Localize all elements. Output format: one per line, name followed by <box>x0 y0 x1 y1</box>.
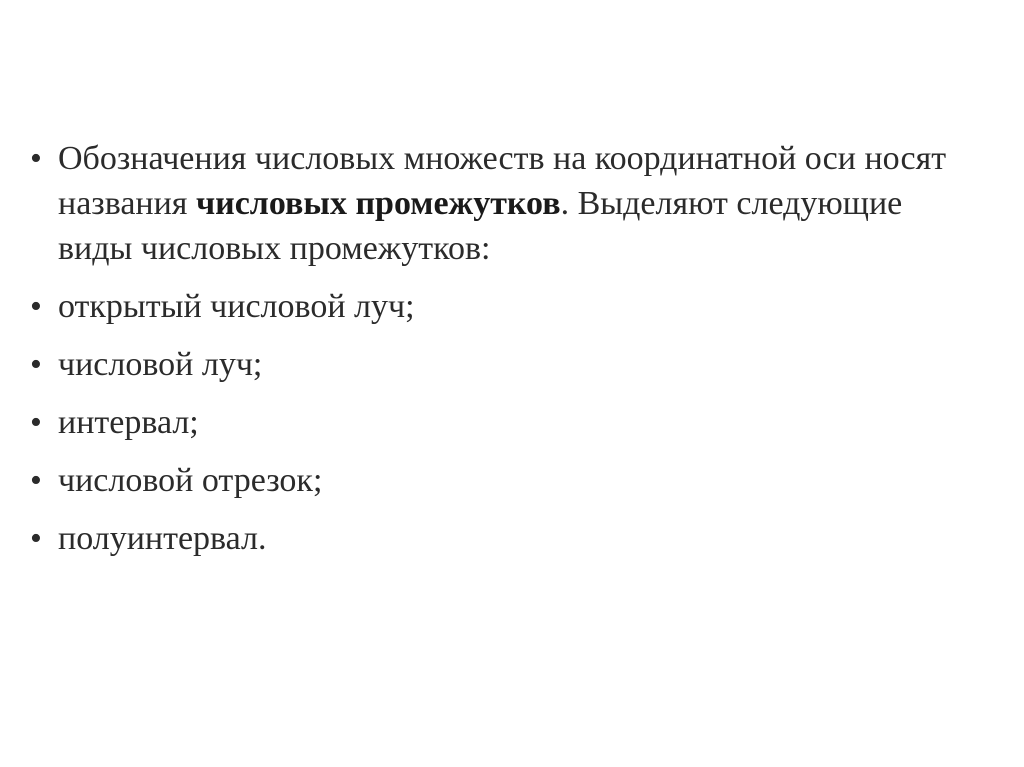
bullet-item-label: открытый числовой луч; <box>58 288 415 325</box>
bullet-item-label: интервал; <box>58 404 199 441</box>
bullet-item-open-ray <box>30 284 980 329</box>
intro-text-continued: . Выделяют следующие виды числовых промежутков: <box>58 185 903 267</box>
intro-text: Обозначения числовых множеств на координатной оси носят названия <box>58 140 947 222</box>
bullet-item-segment <box>30 458 980 503</box>
bullet-item-ray <box>30 342 980 387</box>
bullet-item-half-interval <box>30 516 980 561</box>
bullet-item-label: числовой отрезок; <box>58 462 323 499</box>
bullet-marker: • <box>30 520 42 557</box>
bullet-intro <box>30 136 980 271</box>
bullet-marker: • <box>30 288 42 325</box>
bullet-marker: • <box>30 462 42 499</box>
bullet-item-interval <box>30 400 980 445</box>
intro-bold-term: числовых промежутков <box>195 185 561 222</box>
bullet-marker: • <box>30 346 42 383</box>
bullet-item-label: полуинтервал. <box>58 520 267 557</box>
bullet-marker: • <box>30 140 42 177</box>
bullet-list <box>30 136 980 561</box>
bullet-item-label: числовой луч; <box>58 346 263 383</box>
bullet-marker: • <box>30 404 42 441</box>
